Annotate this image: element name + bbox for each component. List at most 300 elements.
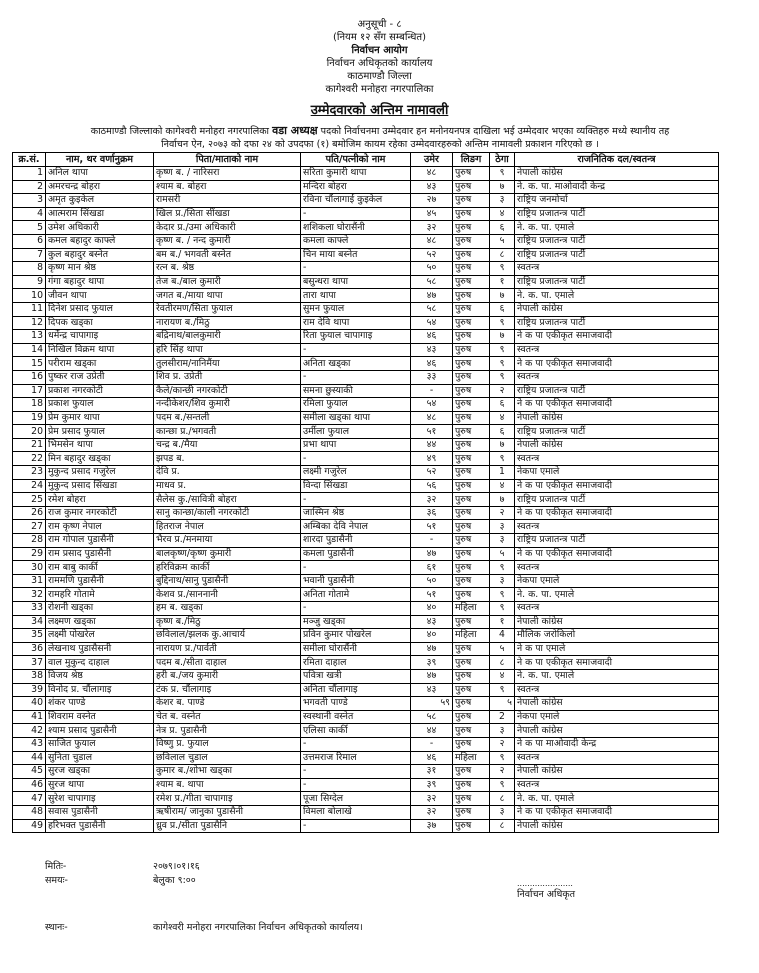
table-row: [13, 615, 719, 629]
col-gender-cell: पुरुष: [453, 574, 490, 588]
col-parents-cell: शिव प्र. उप्रेती: [154, 370, 301, 384]
col-ward-cell: ९: [490, 561, 515, 575]
col-ward-cell: ९: [490, 316, 515, 330]
col-parents-cell: टंक प्र. चौंलागाइ: [154, 683, 301, 697]
table-row: [13, 479, 719, 493]
col-party-cell: ने क पा एकीकृत समाजवादी: [515, 547, 719, 561]
col-parents-cell: तेज ब./बाल कुमारी: [154, 275, 301, 289]
col-spouse-cell: समना छुस्याकी: [301, 384, 411, 398]
col-name-cell: विजय श्रेष्ठ: [46, 669, 154, 683]
col-name-cell: राम बाबु कार्की: [46, 561, 154, 575]
post-name: वडा अध्यक्ष: [272, 124, 318, 137]
col-name-cell: श्याम प्रसाद पुडासैनी: [46, 724, 154, 738]
col-age-cell: ३२: [411, 221, 453, 235]
col-serial-cell: 2: [13, 180, 46, 194]
office-name: निर्वाचन अधिकृतको कार्यालय: [326, 58, 433, 69]
col-age-cell: ५१: [411, 588, 453, 602]
col-age-header: उमेर: [411, 153, 453, 167]
col-spouse-cell: प्रविन कुमार पोखरेल: [301, 629, 411, 643]
col-age-cell: ५८: [411, 302, 453, 316]
col-parents-cell: माधव प्र.: [154, 479, 301, 493]
col-party-cell: ने. क. पा. माओवादी केन्द्र: [515, 180, 719, 194]
col-age-cell: ४३: [411, 615, 453, 629]
table-row: [13, 765, 719, 779]
col-parents-cell: बालकृष्ण/कृष्ण कुमारी: [154, 547, 301, 561]
col-parents-cell: हरी ब./जय कुमारी: [154, 669, 301, 683]
col-parents-cell: नन्दीकेशर/शिव कुमारी: [154, 398, 301, 412]
col-ward-cell: ७: [490, 289, 515, 303]
col-name-cell: धर्मेन्द्र चापागाइ: [46, 330, 154, 344]
col-age-cell: -: [411, 737, 453, 751]
col-gender-cell: पुरुष: [453, 452, 490, 466]
col-spouse-cell: बसुन्धरा थापा: [301, 275, 411, 289]
col-gender-cell: पुरुष: [453, 316, 490, 330]
col-gender-cell: पुरुष: [453, 221, 490, 235]
col-parents-cell: पदम ब./सन्तली: [154, 411, 301, 425]
col-serial-cell: 13: [13, 330, 46, 344]
col-parents-cell: बद्रिनाथ/बालकुमारी: [154, 330, 301, 344]
col-serial-cell: 4: [13, 207, 46, 221]
col-serial-cell: 9: [13, 275, 46, 289]
col-name-cell: उमेश अधिकारी: [46, 221, 154, 235]
date-label: मितिः-: [45, 861, 67, 872]
col-ward-cell: ५: [490, 642, 515, 656]
table-row: [13, 805, 719, 819]
col-parents-cell: खिल प्र./सिता सींखडा: [154, 207, 301, 221]
col-ward-cell: ४: [490, 479, 515, 493]
col-name-cell: मिन बहादुर खड्का: [46, 452, 154, 466]
col-age-cell: ४५: [411, 207, 453, 221]
col-gender-cell: पुरुष: [453, 534, 490, 548]
col-age-cell: ५८: [411, 275, 453, 289]
col-parents-cell: कृष्ण ब./मिठु: [154, 615, 301, 629]
col-party-cell: ने क पा एकीकृत समाजवादी: [515, 805, 719, 819]
col-gender-cell: पुरुष: [453, 262, 490, 276]
col-name-cell: सुरज थापा: [46, 778, 154, 792]
col-party-cell: ने क पा एकीकृत समाजवादी: [515, 330, 719, 344]
col-ward-cell: ५: [490, 234, 515, 248]
col-parents-cell: तुलसीराम/नानिमैंया: [154, 357, 301, 371]
col-serial-cell: 32: [13, 588, 46, 602]
col-spouse-cell: अनिता चौंलागाइ: [301, 683, 411, 697]
col-gender-cell: पुरुष: [453, 343, 490, 357]
municipality-name: कागेश्वरी मनोहरा नगरपालिका: [325, 84, 434, 95]
table-row: [13, 724, 719, 738]
col-ward-cell: ८: [490, 248, 515, 262]
col-name-cell: सुरज खड्का: [46, 765, 154, 779]
table-row: [13, 506, 719, 520]
col-spouse-cell: -: [301, 262, 411, 276]
col-gender-cell: पुरुष: [453, 642, 490, 656]
col-spouse-cell: -: [301, 343, 411, 357]
col-parents-cell: चन्द्र ब./मैया: [154, 438, 301, 452]
table-row: [13, 194, 719, 208]
col-age-cell: -: [411, 384, 453, 398]
col-name-cell: प्रकाश नगरकोटी: [46, 384, 154, 398]
table-row: [13, 370, 719, 384]
col-spouse-cell: रमिता दाहाल: [301, 656, 411, 670]
col-ward-cell: ३: [490, 724, 515, 738]
col-ward-cell: ५: [490, 697, 515, 711]
col-name-cell: अमृत कुइकेल: [46, 194, 154, 208]
col-spouse-cell: -: [301, 452, 411, 466]
col-parents-cell: हितराज नेपाल: [154, 520, 301, 534]
col-ward-cell: ९: [490, 167, 515, 181]
document-header: [0, 18, 759, 96]
col-party-cell: नेपाली कांग्रेस: [515, 438, 719, 452]
table-row: [13, 547, 719, 561]
col-ward-cell: ८: [490, 792, 515, 806]
col-serial-cell: 16: [13, 370, 46, 384]
col-parents-cell: कृष्ण ब. / नन्द कुमारी: [154, 234, 301, 248]
col-serial-cell: 8: [13, 262, 46, 276]
table-row: [13, 534, 719, 548]
col-age-cell: ५१: [411, 425, 453, 439]
col-party-cell: ने क पा एकीकृत समाजवादी: [515, 479, 719, 493]
col-age-cell: ५४: [411, 316, 453, 330]
col-party-cell: मौलिक जरोकिलो: [515, 629, 719, 643]
col-parents-cell: सैलेस कु./सावित्री बोहरा: [154, 493, 301, 507]
col-spouse-cell: चिन माया बस्नेत: [301, 248, 411, 262]
table-header-row: [13, 153, 719, 167]
col-age-cell: ४३: [411, 683, 453, 697]
col-party-cell: राष्ट्रिय प्रजातन्त्र पार्टी: [515, 316, 719, 330]
col-name-cell: मुकुन्द प्रसाद सिंखडा: [46, 479, 154, 493]
table-row: [13, 574, 719, 588]
col-spouse-cell: लक्ष्मी गजुरेल: [301, 466, 411, 480]
col-serial-header: क्र.सं.: [13, 153, 46, 167]
col-party-cell: स्वतन्त्र: [515, 751, 719, 765]
col-party-cell: ने. क. पा. एमाले: [515, 221, 719, 235]
intro-text-1: काठमाण्डौ जिल्लाको कागेश्वरी मनोहरा नगरपालिका: [90, 126, 273, 137]
col-name-cell: लेखनाथ पुडासैसनी: [46, 642, 154, 656]
table-row: [13, 207, 719, 221]
col-spouse-cell: शशिकला घोरासैंनी: [301, 221, 411, 235]
col-age-cell: ४६: [411, 330, 453, 344]
col-spouse-cell: भवानी पुडासैनी: [301, 574, 411, 588]
col-spouse-cell: -: [301, 561, 411, 575]
col-party-cell: स्वतन्त्र: [515, 520, 719, 534]
col-parents-cell: कुमार ब./शोभा खड्का: [154, 765, 301, 779]
table-row: [13, 602, 719, 616]
col-parents-cell: पदम ब./सीता दाहाल: [154, 656, 301, 670]
col-parents-cell: नेत्र प्र. पुडासैनी: [154, 724, 301, 738]
col-spouse-cell: -: [301, 737, 411, 751]
col-party-cell: राष्ट्रिय प्रजातन्त्र पार्टी: [515, 275, 719, 289]
col-age-cell: ४०: [411, 602, 453, 616]
col-spouse-cell: रिता फुयाल चापागाइ: [301, 330, 411, 344]
col-age-cell: ४६: [411, 751, 453, 765]
col-parents-cell: कृष्ण ब. / नारिसरा: [154, 167, 301, 181]
col-ward-cell: १: [490, 275, 515, 289]
col-party-cell: स्वतन्त्र: [515, 262, 719, 276]
col-spouse-cell: -: [301, 493, 411, 507]
col-gender-cell: पुरुष: [453, 438, 490, 452]
table-row: [13, 357, 719, 371]
col-age-cell: ५६: [411, 479, 453, 493]
col-spouse-cell: कमला काफ्ले: [301, 234, 411, 248]
col-age-cell: ४८: [411, 167, 453, 181]
col-gender-cell: पुरुष: [453, 384, 490, 398]
table-row: [13, 588, 719, 602]
col-party-cell: स्वतन्त्र: [515, 602, 719, 616]
col-parents-cell: झपड ब.: [154, 452, 301, 466]
place-value: कागेश्वरी मनोहरा नगरपालिका निर्वाचन अधिकृतको कार्यालय।: [153, 922, 363, 933]
col-spouse-cell: उर्मीला फुयाल: [301, 425, 411, 439]
col-party-cell: नेकपा एमाले: [515, 574, 719, 588]
col-name-cell: परीराम खड्का: [46, 357, 154, 371]
col-serial-cell: 20: [13, 425, 46, 439]
col-name-cell: सुरेश चापागाइ: [46, 792, 154, 806]
col-age-cell: ३१: [411, 765, 453, 779]
table-row: [13, 302, 719, 316]
col-parents-cell: हरिविक्रम कार्की: [154, 561, 301, 575]
col-name-cell: गंगा बहादुर थापा: [46, 275, 154, 289]
col-age-cell: ४०: [411, 629, 453, 643]
table-row: [13, 452, 719, 466]
col-age-cell: ४८: [411, 411, 453, 425]
col-age-cell: ३३: [411, 370, 453, 384]
col-spouse-cell: शारदा पुडासैनी: [301, 534, 411, 548]
col-name-cell: प्रेम कुमार थापा: [46, 411, 154, 425]
col-age-cell: ५०: [411, 574, 453, 588]
col-gender-cell: पुरुष: [453, 547, 490, 561]
col-parents-header: पिता/माताको नाम: [154, 153, 301, 167]
col-party-header: राजनितिक दल/स्वतन्त्र: [515, 153, 719, 167]
col-parents-cell: ध्रुव प्र./सीता पुडासैनि: [154, 819, 301, 833]
col-party-cell: राष्ट्रिय प्रजातन्त्र पार्टी: [515, 234, 719, 248]
table-row: [13, 248, 719, 262]
col-spouse-cell: कमला पुडासैनी: [301, 547, 411, 561]
col-parents-cell: केशर ब. पाण्डे: [154, 697, 301, 711]
col-name-cell: प्रेम प्रसाद फुयाल: [46, 425, 154, 439]
col-gender-cell: पुरुष: [453, 683, 490, 697]
col-age-cell: ३२: [411, 805, 453, 819]
col-serial-cell: 1: [13, 167, 46, 181]
col-party-cell: राष्ट्रिय प्रजातन्त्र पार्टी: [515, 425, 719, 439]
col-parents-cell: रमेश प्र./गीता चापागाइ: [154, 792, 301, 806]
col-parents-cell: बुद्दिनाथ/सानु पुडासैनी: [154, 574, 301, 588]
col-name-cell: शिवराम वस्नेत: [46, 710, 154, 724]
col-name-cell: हरिभक्त पुडासैनी: [46, 819, 154, 833]
table-row: [13, 221, 719, 235]
col-serial-cell: 18: [13, 398, 46, 412]
col-party-cell: स्वतन्त्र: [515, 343, 719, 357]
col-party-cell: नेकपा एमाले: [515, 710, 719, 724]
col-age-cell: ४८: [411, 234, 453, 248]
col-party-cell: स्वतन्त्र: [515, 683, 719, 697]
col-serial-cell: 45: [13, 765, 46, 779]
signatory-title: निर्वाचन अधिकृत: [517, 889, 576, 900]
col-name-cell: राम प्रसाद पुडासैनी: [46, 547, 154, 561]
col-serial-cell: 42: [13, 724, 46, 738]
col-serial-cell: 47: [13, 792, 46, 806]
col-ward-cell: ९: [490, 357, 515, 371]
candidate-table: [12, 152, 719, 833]
col-gender-cell: पुरुष: [453, 737, 490, 751]
col-spouse-cell: अम्बिका देवि नेपाल: [301, 520, 411, 534]
col-spouse-cell: प्रभा थापा: [301, 438, 411, 452]
col-ward-cell: २: [490, 737, 515, 751]
col-parents-cell: नारायण ब./मिठु: [154, 316, 301, 330]
col-serial-cell: 6: [13, 234, 46, 248]
col-parents-cell: देवि प्र.: [154, 466, 301, 480]
table-row: [13, 683, 719, 697]
col-serial-cell: 3: [13, 194, 46, 208]
col-parents-cell: सानु कान्छा/काली नगरकोटी: [154, 506, 301, 520]
col-name-cell: आत्मराम सिंखडा: [46, 207, 154, 221]
col-gender-cell: पुरुष: [453, 330, 490, 344]
col-party-cell: राष्ट्रिय प्रजातन्त्र पार्टी: [515, 207, 719, 221]
col-parents-cell: कैले/कान्छी नगरकोटी: [154, 384, 301, 398]
col-ward-cell: ३: [490, 805, 515, 819]
col-name-cell: लक्ष्मण खड्का: [46, 615, 154, 629]
col-parents-cell: केदार प्र./उमा अधिकारी: [154, 221, 301, 235]
col-serial-cell: 10: [13, 289, 46, 303]
col-age-cell: ४४: [411, 438, 453, 452]
col-parents-cell: नारायण प्र./पार्वती: [154, 642, 301, 656]
table-row: [13, 697, 719, 711]
col-serial-cell: 34: [13, 615, 46, 629]
col-ward-cell: ८: [490, 656, 515, 670]
table-row: [13, 656, 719, 670]
col-serial-cell: 37: [13, 656, 46, 670]
col-name-cell: रोशनी खड्का: [46, 602, 154, 616]
col-age-cell: ४७: [411, 642, 453, 656]
col-party-cell: ने. क. पा. एमाले: [515, 792, 719, 806]
table-row: [13, 751, 719, 765]
col-ward-cell: ४: [490, 669, 515, 683]
col-serial-cell: 43: [13, 737, 46, 751]
col-ward-header: ठेगा: [490, 153, 515, 167]
col-parents-cell: छविलाल/झलक कु.आचार्य: [154, 629, 301, 643]
intro-paragraph: [10, 124, 750, 151]
col-age-cell: ४७: [411, 669, 453, 683]
col-gender-cell: महिला: [453, 629, 490, 643]
col-party-cell: राष्ट्रिय प्रजातन्त्र पार्टी: [515, 248, 719, 262]
col-serial-cell: 36: [13, 642, 46, 656]
table-row: [13, 343, 719, 357]
col-serial-cell: 39: [13, 683, 46, 697]
col-parents-cell: रत्न ब. श्रेष्ठ: [154, 262, 301, 276]
col-serial-cell: 33: [13, 602, 46, 616]
col-spouse-cell: रमिला फुयाल: [301, 398, 411, 412]
col-age-cell: -: [411, 534, 453, 548]
col-gender-cell: पुरुष: [453, 289, 490, 303]
table-row: [13, 180, 719, 194]
col-ward-cell: ९: [490, 452, 515, 466]
commission-name: निर्वाचन आयोग: [351, 45, 408, 56]
date-value: २०७९।०१।१६: [153, 861, 200, 872]
col-serial-cell: 26: [13, 506, 46, 520]
col-serial-cell: 14: [13, 343, 46, 357]
col-ward-cell: ७: [490, 438, 515, 452]
col-gender-cell: पुरुष: [453, 479, 490, 493]
col-party-cell: नेकपा एमाले: [515, 466, 719, 480]
col-age-cell: ३६: [411, 506, 453, 520]
col-party-cell: नेपाली कांग्रेस: [515, 302, 719, 316]
table-row: [13, 167, 719, 181]
col-ward-cell: १: [490, 615, 515, 629]
col-serial-cell: 5: [13, 221, 46, 235]
col-serial-cell: 48: [13, 805, 46, 819]
place-label: स्थानः-: [45, 922, 68, 933]
table-row: [13, 425, 719, 439]
col-ward-cell: 1: [490, 466, 515, 480]
col-party-cell: ने क पा एकीकृत समाजवादी: [515, 398, 719, 412]
col-party-cell: ने क पा एकीकृत समाजवादी: [515, 656, 719, 670]
col-ward-cell: ६: [490, 302, 515, 316]
col-name-cell: अमरचन्द्र बोहरा: [46, 180, 154, 194]
col-gender-cell: पुरुष: [453, 697, 490, 711]
col-parents-cell: हरि सिंह थापा: [154, 343, 301, 357]
col-spouse-cell: रविना चौंलागाई कुइकेल: [301, 194, 411, 208]
col-serial-cell: 28: [13, 534, 46, 548]
col-name-cell: राममणि पुडासैनी: [46, 574, 154, 588]
col-name-cell: भिमसेन थापा: [46, 438, 154, 452]
col-spouse-cell: विन्दा सिंखडा: [301, 479, 411, 493]
col-party-cell: ने क पा एकीकृत समाजवादी: [515, 506, 719, 520]
col-parents-cell: भैरव प्र./मनमाया: [154, 534, 301, 548]
col-ward-cell: ९: [490, 683, 515, 697]
col-gender-header: लिङग: [453, 153, 490, 167]
col-age-cell: ३७: [411, 819, 453, 833]
table-row: [13, 493, 719, 507]
col-party-cell: राष्ट्रिय प्रजातन्त्र पार्टी: [515, 384, 719, 398]
col-age-cell: ४९: [411, 452, 453, 466]
col-gender-cell: पुरुष: [453, 710, 490, 724]
col-age-cell: ४६: [411, 357, 453, 371]
col-age-cell: ५०: [411, 262, 453, 276]
col-age-cell: ५२: [411, 248, 453, 262]
table-row: [13, 819, 719, 833]
col-spouse-cell: पवित्रा खत्री: [301, 669, 411, 683]
col-serial-cell: 27: [13, 520, 46, 534]
col-spouse-cell: -: [301, 207, 411, 221]
col-name-cell: रामहरि गोतामे: [46, 588, 154, 602]
col-ward-cell: ९: [490, 370, 515, 384]
col-name-cell: पुष्कर राज उप्रेती: [46, 370, 154, 384]
col-spouse-cell: सुमन फुयाल: [301, 302, 411, 316]
col-ward-cell: ९: [490, 262, 515, 276]
col-gender-cell: पुरुष: [453, 778, 490, 792]
col-party-cell: स्वतन्त्र: [515, 452, 719, 466]
col-spouse-cell: -: [301, 819, 411, 833]
col-age-cell: ४३: [411, 343, 453, 357]
col-party-cell: ने. क. पा. एमाले: [515, 669, 719, 683]
col-spouse-cell: अनिता गोतामे: [301, 588, 411, 602]
col-parents-cell: ऋषीराम/ जानुका पुडासैनी: [154, 805, 301, 819]
col-name-cell: शंकर पाण्डे: [46, 697, 154, 711]
col-spouse-cell: समीला खड्का थापा: [301, 411, 411, 425]
col-gender-cell: पुरुष: [453, 302, 490, 316]
col-spouse-cell: विमला बोलाखे: [301, 805, 411, 819]
col-age-cell: ६१: [411, 561, 453, 575]
col-serial-cell: 17: [13, 384, 46, 398]
col-parents-cell: छविलाल चुडाल: [154, 751, 301, 765]
col-parents-cell: बम ब./ भगवती बस्नेत: [154, 248, 301, 262]
col-serial-cell: 41: [13, 710, 46, 724]
table-row: [13, 520, 719, 534]
col-name-cell: राज कुमार नगरकोटी: [46, 506, 154, 520]
signature-line: ......................: [517, 879, 573, 888]
col-gender-cell: पुरुष: [453, 656, 490, 670]
col-gender-cell: पुरुष: [453, 357, 490, 371]
col-party-cell: नेपाली कांग्रेस: [515, 765, 719, 779]
col-ward-cell: ६: [490, 221, 515, 235]
table-row: [13, 737, 719, 751]
col-name-cell: सवास पुडासैनी: [46, 805, 154, 819]
